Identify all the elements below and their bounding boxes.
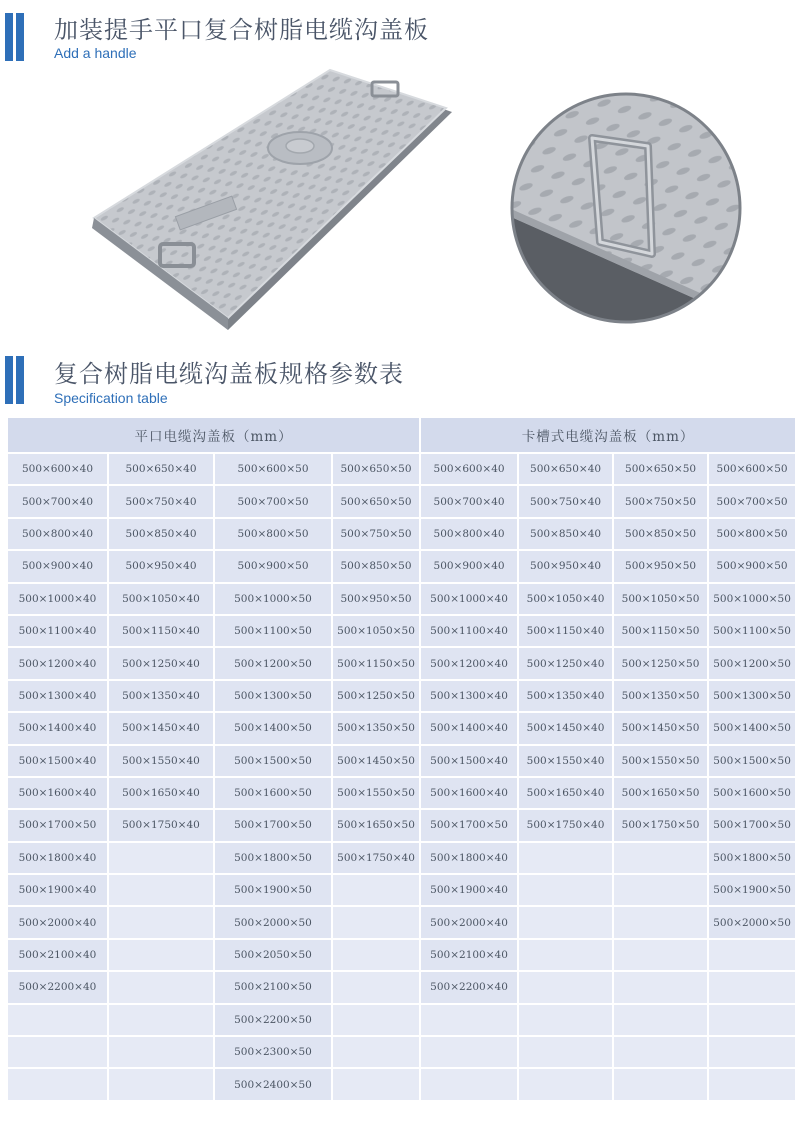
spec-cell: 500×650×40 [518, 453, 613, 485]
spec-cell: 500×1800×40 [7, 842, 108, 874]
spec-cell: 500×1250×50 [332, 680, 420, 712]
header-accent-bar [16, 13, 24, 61]
spec-cell: 500×1700×50 [214, 809, 332, 841]
spec-cell: 500×800×40 [420, 518, 518, 550]
table-row [7, 745, 796, 777]
table-row [7, 712, 796, 744]
cover-plate-photo [80, 68, 460, 336]
spec-cell [332, 939, 420, 971]
spec-cell: 500×1250×40 [518, 647, 613, 679]
spec-cell [708, 971, 796, 1003]
spec-cell: 500×900×50 [708, 550, 796, 582]
spec-cell [108, 906, 214, 938]
spec-cell [708, 1068, 796, 1100]
spec-cell: 500×2400×50 [214, 1068, 332, 1100]
table-row [7, 615, 796, 647]
spec-cell: 500×1650×50 [332, 809, 420, 841]
spec-cell: 500×850×50 [613, 518, 708, 550]
spec-cell: 500×1750×40 [518, 809, 613, 841]
table-row [7, 647, 796, 679]
spec-cell: 500×1450×50 [613, 712, 708, 744]
spec-cell [332, 1068, 420, 1100]
spec-cell: 500×1700×50 [420, 809, 518, 841]
spec-cell: 500×1300×50 [708, 680, 796, 712]
table-row [7, 777, 796, 809]
spec-cell [708, 1036, 796, 1068]
spec-cell: 500×1600×40 [420, 777, 518, 809]
spec-cell: 500×1050×50 [613, 583, 708, 615]
spec-cell: 500×1150×40 [108, 615, 214, 647]
spec-cell: 500×1400×40 [420, 712, 518, 744]
table-row [7, 1004, 796, 1036]
table-row [7, 809, 796, 841]
spec-cell: 500×600×50 [708, 453, 796, 485]
spec-cell: 500×1300×40 [420, 680, 518, 712]
spec-cell: 500×1250×40 [108, 647, 214, 679]
spec-cell [708, 939, 796, 971]
spec-cell: 500×1900×50 [214, 874, 332, 906]
spec-cell [518, 842, 613, 874]
spec-cell [420, 1004, 518, 1036]
spec-cell: 500×1600×50 [214, 777, 332, 809]
spec-cell [518, 939, 613, 971]
spec-cell: 500×1550×50 [332, 777, 420, 809]
spec-cell: 500×650×50 [332, 485, 420, 517]
spec-cell: 500×1100×40 [420, 615, 518, 647]
spec-cell: 500×1400×50 [214, 712, 332, 744]
spec-cell [108, 1068, 214, 1100]
spec-cell [613, 1036, 708, 1068]
spec-cell: 500×2000×50 [708, 906, 796, 938]
spec-cell: 500×1200×50 [214, 647, 332, 679]
spec-cell: 500×2200×50 [214, 1004, 332, 1036]
spec-cell: 500×1350×50 [332, 712, 420, 744]
spec-cell: 500×900×40 [420, 550, 518, 582]
spec-cell: 500×1650×50 [613, 777, 708, 809]
spec-cell [518, 1004, 613, 1036]
spec-cell: 500×1400×40 [7, 712, 108, 744]
spec-cell: 500×1350×40 [518, 680, 613, 712]
table-row [7, 906, 796, 938]
table-row [7, 874, 796, 906]
spec-cell: 500×1450×50 [332, 745, 420, 777]
table-row [7, 842, 796, 874]
header-accent-bar [5, 13, 13, 61]
spec-cell [108, 842, 214, 874]
spec-cell: 500×950×50 [613, 550, 708, 582]
spec-cell: 500×800×40 [7, 518, 108, 550]
spec-cell: 500×1500×50 [708, 745, 796, 777]
spec-cell: 500×1900×40 [7, 874, 108, 906]
spec-table [6, 416, 797, 1102]
spec-cell: 500×2100×40 [420, 939, 518, 971]
spec-cell [708, 1004, 796, 1036]
spec-cell: 500×2000×50 [214, 906, 332, 938]
spec-subtitle: Specification table [54, 390, 168, 406]
spec-cell: 500×1650×40 [108, 777, 214, 809]
spec-cell [108, 1004, 214, 1036]
spec-cell: 500×750×50 [332, 518, 420, 550]
spec-cell: 500×2200×40 [7, 971, 108, 1003]
table-row [7, 583, 796, 615]
spec-cell: 500×600×40 [420, 453, 518, 485]
spec-cell: 500×1900×40 [420, 874, 518, 906]
table-row [7, 550, 796, 582]
spec-cell: 500×1750×40 [332, 842, 420, 874]
spec-cell: 500×1550×40 [518, 745, 613, 777]
table-body [7, 453, 796, 1101]
spec-cell: 500×1450×40 [518, 712, 613, 744]
table-header-row [7, 417, 796, 453]
spec-cell: 500×1200×50 [708, 647, 796, 679]
table-row [7, 1068, 796, 1100]
spec-cell [332, 1036, 420, 1068]
spec-cell [518, 874, 613, 906]
spec-cell: 500×1700×50 [7, 809, 108, 841]
product-title: 加装提手平口复合树脂电缆沟盖板 [54, 16, 429, 44]
spec-cell [420, 1068, 518, 1100]
spec-cell: 500×1500×40 [420, 745, 518, 777]
spec-cell [108, 1036, 214, 1068]
spec-cell: 500×1900×50 [708, 874, 796, 906]
spec-cell [332, 906, 420, 938]
spec-cell: 500×650×50 [613, 453, 708, 485]
spec-cell [108, 874, 214, 906]
spec-cell: 500×700×50 [708, 485, 796, 517]
spec-cell [7, 1004, 108, 1036]
spec-cell: 500×1100×50 [708, 615, 796, 647]
header-slot-cover: 卡槽式电缆沟盖板（mm） [420, 417, 796, 453]
spec-cell: 500×1050×40 [108, 583, 214, 615]
spec-cell [518, 1036, 613, 1068]
spec-cell: 500×1750×50 [613, 809, 708, 841]
spec-cell: 500×1050×50 [332, 615, 420, 647]
spec-cell: 500×1200×40 [420, 647, 518, 679]
spec-cell [518, 1068, 613, 1100]
spec-cell: 500×2300×50 [214, 1036, 332, 1068]
spec-cell [518, 971, 613, 1003]
spec-cell: 500×750×40 [518, 485, 613, 517]
table-row [7, 939, 796, 971]
spec-cell: 500×1000×50 [708, 583, 796, 615]
spec-cell: 500×900×50 [214, 550, 332, 582]
spec-cell: 500×2100×40 [7, 939, 108, 971]
spec-cell: 500×1000×40 [7, 583, 108, 615]
spec-cell: 500×2000×40 [420, 906, 518, 938]
table-row [7, 518, 796, 550]
spec-cell [332, 874, 420, 906]
spec-cell [7, 1068, 108, 1100]
spec-cell: 500×1150×40 [518, 615, 613, 647]
spec-cell: 500×1500×50 [214, 745, 332, 777]
spec-cell: 500×700×40 [420, 485, 518, 517]
spec-cell: 500×1550×40 [108, 745, 214, 777]
spec-cell: 500×600×50 [214, 453, 332, 485]
table-row [7, 971, 796, 1003]
spec-cell [518, 906, 613, 938]
spec-cell: 500×650×50 [332, 453, 420, 485]
spec-cell: 500×1450×40 [108, 712, 214, 744]
spec-title: 复合树脂电缆沟盖板规格参数表 [54, 360, 404, 388]
header-accent-bar [16, 356, 24, 404]
spec-cell: 500×950×50 [332, 583, 420, 615]
spec-cell: 500×1000×40 [420, 583, 518, 615]
section-header-spec [0, 350, 800, 414]
spec-cell [613, 906, 708, 938]
section-header-product [0, 0, 800, 64]
spec-cell [613, 939, 708, 971]
spec-cell [420, 1036, 518, 1068]
spec-cell [7, 1036, 108, 1068]
table-row [7, 1036, 796, 1068]
spec-cell: 500×1650×40 [518, 777, 613, 809]
table-row [7, 680, 796, 712]
spec-cell: 500×600×40 [7, 453, 108, 485]
spec-cell: 500×2050×50 [214, 939, 332, 971]
spec-cell [613, 842, 708, 874]
spec-cell [108, 939, 214, 971]
spec-cell: 500×1100×50 [214, 615, 332, 647]
spec-cell: 500×1350×50 [613, 680, 708, 712]
spec-cell: 500×1250×50 [613, 647, 708, 679]
spec-cell: 500×1700×50 [708, 809, 796, 841]
spec-cell: 500×750×40 [108, 485, 214, 517]
spec-cell: 500×1800×50 [708, 842, 796, 874]
spec-cell: 500×750×50 [613, 485, 708, 517]
spec-cell: 500×950×40 [108, 550, 214, 582]
spec-cell: 500×700×40 [7, 485, 108, 517]
spec-cell: 500×850×40 [108, 518, 214, 550]
spec-cell: 500×950×40 [518, 550, 613, 582]
spec-cell [332, 971, 420, 1003]
spec-cell: 500×800×50 [708, 518, 796, 550]
spec-cell: 500×1200×40 [7, 647, 108, 679]
spec-cell [613, 874, 708, 906]
spec-cell: 500×1600×40 [7, 777, 108, 809]
header-accent-bar [5, 356, 13, 404]
spec-cell: 500×1300×50 [214, 680, 332, 712]
spec-cell: 500×1500×40 [7, 745, 108, 777]
spec-cell: 500×1750×40 [108, 809, 214, 841]
spec-cell [613, 1068, 708, 1100]
table-row [7, 453, 796, 485]
spec-cell [332, 1004, 420, 1036]
product-subtitle: Add a handle [54, 45, 137, 61]
spec-cell: 500×1050×40 [518, 583, 613, 615]
header-flat-cover: 平口电缆沟盖板（mm） [7, 417, 420, 453]
spec-cell [613, 1004, 708, 1036]
spec-cell: 500×2100×50 [214, 971, 332, 1003]
spec-cell: 500×1400×50 [708, 712, 796, 744]
spec-cell: 500×1000×50 [214, 583, 332, 615]
spec-cell: 500×800×50 [214, 518, 332, 550]
spec-cell: 500×1100×40 [7, 615, 108, 647]
spec-cell: 500×1150×50 [332, 647, 420, 679]
spec-cell: 500×900×40 [7, 550, 108, 582]
spec-cell [108, 971, 214, 1003]
spec-cell: 500×1800×40 [420, 842, 518, 874]
table-row [7, 485, 796, 517]
spec-cell: 500×850×50 [332, 550, 420, 582]
spec-cell: 500×1150×50 [613, 615, 708, 647]
spec-cell [613, 971, 708, 1003]
spec-cell: 500×1350×40 [108, 680, 214, 712]
spec-cell: 500×700×50 [214, 485, 332, 517]
spec-cell: 500×2200×40 [420, 971, 518, 1003]
handle-closeup-photo [500, 92, 752, 324]
spec-cell: 500×1800×50 [214, 842, 332, 874]
spec-cell: 500×2000×40 [7, 906, 108, 938]
spec-cell: 500×650×40 [108, 453, 214, 485]
spec-cell: 500×1600×50 [708, 777, 796, 809]
spec-cell: 500×1300×40 [7, 680, 108, 712]
spec-cell: 500×1550×50 [613, 745, 708, 777]
spec-cell: 500×850×40 [518, 518, 613, 550]
